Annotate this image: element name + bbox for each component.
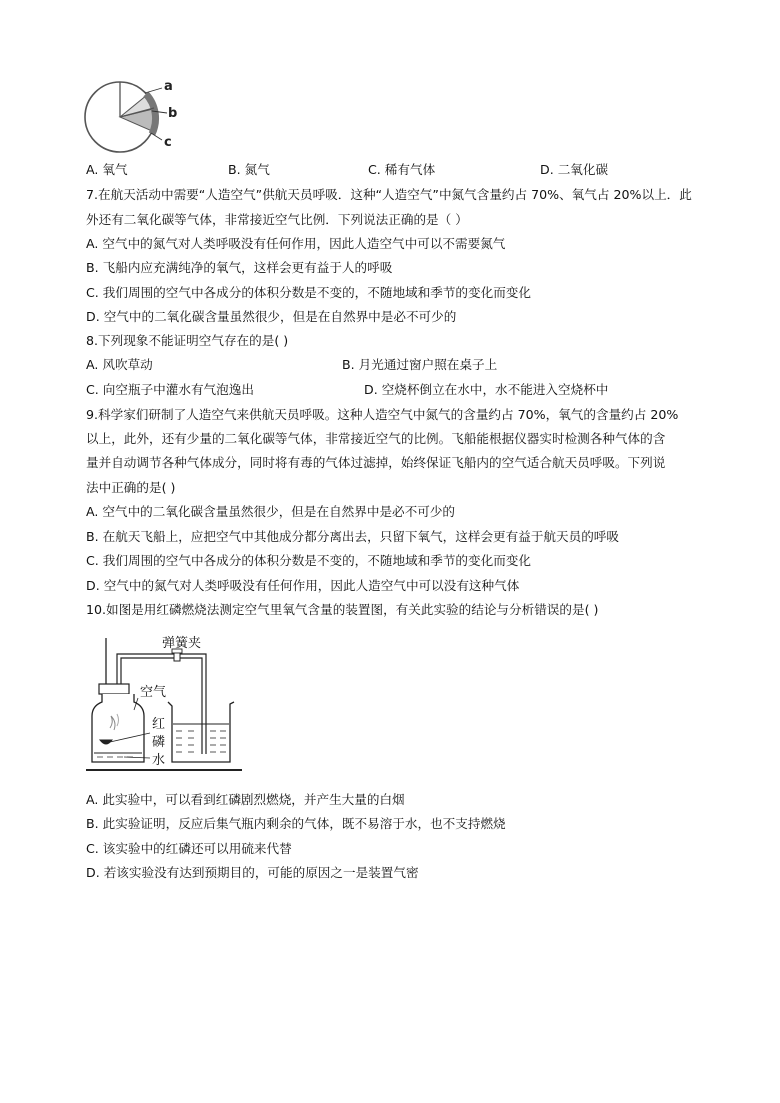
q8-option-d[interactable]: D. 空烧杯倒立在水中，水不能进入空烧杯中	[364, 382, 609, 397]
pie-label-b: b	[168, 106, 178, 121]
q9-stem-line-4: 法中正确的是( )	[86, 480, 176, 495]
q9-option-d[interactable]: D. 空气中的氮气对人类呼吸没有任何作用，因此人造空气中可以没有这种气体	[86, 578, 520, 593]
q6-option-b[interactable]: B. 氮气	[228, 162, 270, 177]
label-air: 空气	[140, 685, 167, 700]
q10-option-c[interactable]: C. 该实验中的红磷还可以用硫来代替	[86, 841, 292, 856]
q7-option-b[interactable]: B. 飞船内应充满纯净的氧气，这样会更有益于人的呼吸	[86, 260, 393, 275]
air-composition-pie-figure	[82, 76, 192, 158]
q7-option-a[interactable]: A. 空气中的氮气对人类呼吸没有任何作用，因此人造空气中可以不需要氮气	[86, 236, 506, 251]
q10-option-d[interactable]: D. 若该实验没有达到预期目的，可能的原因之一是装置气密	[86, 865, 419, 880]
q9-stem-line-3: 量并自动调节各种气体成分，同时将有毒的气体过滤掉，始终保证飞船内的空气适合航天员呼吸。下列说	[86, 455, 666, 470]
red-phosphorus-apparatus-figure	[84, 632, 244, 778]
q7-option-d[interactable]: D. 空气中的二氧化碳含量虽然很少，但是在自然界中是必不可少的	[86, 309, 457, 324]
q6-option-c[interactable]: C. 稀有气体	[368, 162, 436, 177]
q9-stem-line-2: 以上，此外，还有少量的二氧化碳等气体，非常接近空气的比例。飞船能根据仪器实时检测各种气体的含	[86, 431, 666, 446]
q7-stem-line-2: 外还有二氧化碳等气体，非常接近空气比例．下列说法正确的是（ ）	[86, 212, 468, 227]
q7-stem-line-1: 7.在航天活动中需要“人造空气”供航天员呼吸．这种“人造空气”中氮气含量约占 70%、氧气占 20%以上．此	[86, 187, 692, 202]
q8-option-b[interactable]: B. 月光通过窗户照在桌子上	[342, 357, 498, 372]
q10-option-a[interactable]: A. 此实验中，可以看到红磷剧烈燃烧，并产生大量的白烟	[86, 792, 405, 807]
q9-option-c[interactable]: C. 我们周围的空气中各成分的体积分数是不变的，不随地域和季节的变化而变化	[86, 553, 531, 568]
q8-option-c[interactable]: C. 向空瓶子中灌水有气泡逸出	[86, 382, 254, 397]
q9-stem-line-1: 9.科学家们研制了人造空气来供航天员呼吸。这种人造空气中氮气的含量约占 70%，氧气的含量约占 20%	[86, 407, 679, 422]
label-red-phosphorus-2: 磷	[152, 735, 166, 750]
q8-stem: 8.下列现象不能证明空气存在的是( )	[86, 333, 289, 348]
pie-label-a: a	[164, 79, 173, 94]
label-red-phosphorus-1: 红	[152, 717, 166, 732]
pie-chart	[85, 82, 156, 152]
q6-option-a[interactable]: A. 氧气	[86, 162, 128, 177]
q10-stem: 10.如图是用红磷燃烧法测定空气里氧气含量的装置图，有关此实验的结论与分析错误的是( )	[86, 602, 599, 617]
q10-option-b[interactable]: B. 此实验证明，反应后集气瓶内剩余的气体，既不易溶于水，也不支持燃烧	[86, 816, 506, 831]
q9-option-a[interactable]: A. 空气中的二氧化碳含量虽然很少，但是在自然界中是必不可少的	[86, 504, 456, 519]
label-spring-clamp: 弹簧夹	[162, 636, 202, 651]
label-water: 水	[152, 753, 166, 768]
pie-label-c: c	[164, 135, 172, 150]
q9-option-b[interactable]: B. 在航天飞船上，应把空气中其他成分都分离出去，只留下氧气，这样会更有益于航天员的呼吸	[86, 529, 619, 544]
q8-option-a[interactable]: A. 风吹草动	[86, 357, 153, 372]
q7-option-c[interactable]: C. 我们周围的空气中各成分的体积分数是不变的，不随地域和季节的变化而变化	[86, 285, 531, 300]
q6-option-d[interactable]: D. 二氧化碳	[540, 162, 609, 177]
